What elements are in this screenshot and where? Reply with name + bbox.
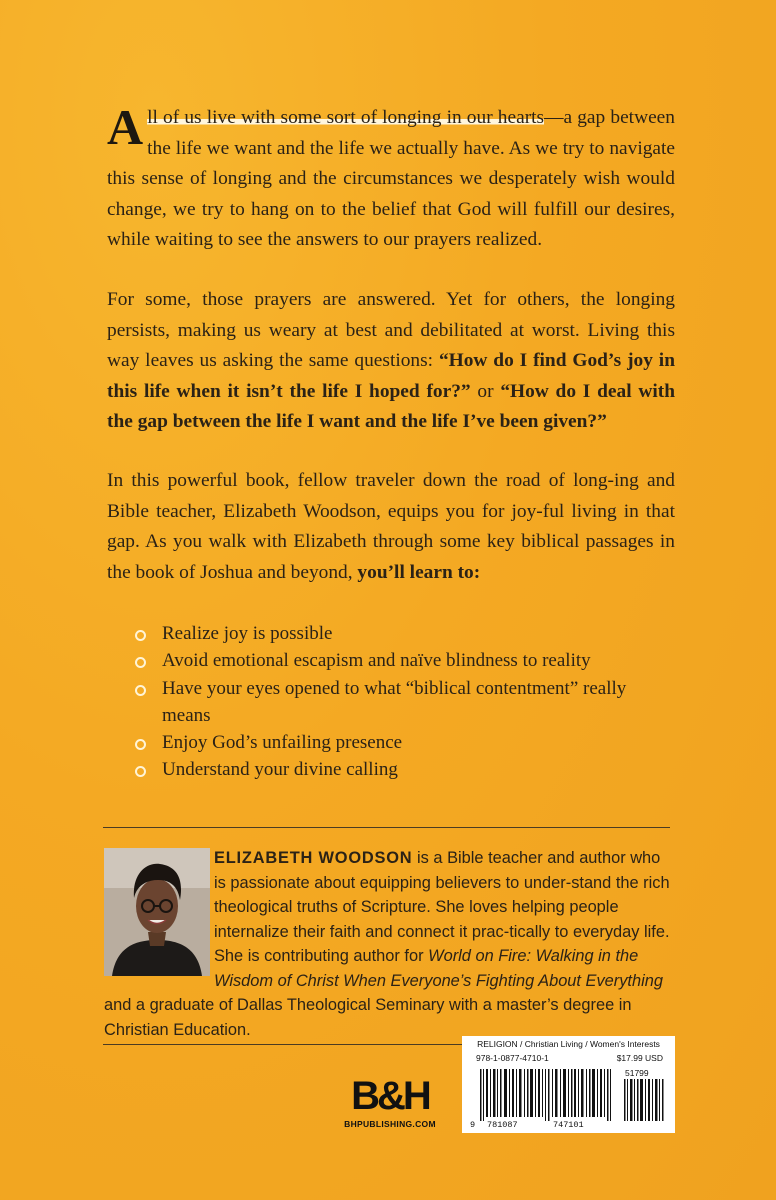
list-item-text: Realize joy is possible	[162, 623, 333, 644]
author-bio-text-a: is a Bible teacher and author who is passionate about equipping believers to under-stand the rich theological truths of Scripture. She loves helping people internalize their faith and connect it prac-tically to everyday life. She is contributing author for	[214, 849, 670, 965]
publisher-logo	[335, 1076, 445, 1129]
bullet-icon	[135, 630, 146, 641]
bullet-icon	[135, 739, 146, 750]
list-item	[135, 675, 675, 730]
intro-highlight: ll of us live with some sort of longing in our hearts	[147, 107, 545, 128]
questions-paragraph	[107, 285, 675, 438]
barcode-label	[462, 1036, 675, 1133]
intro-paragraph	[107, 99, 675, 256]
list-item	[135, 647, 675, 674]
author-bio	[104, 846, 674, 1042]
benefits-list	[135, 620, 675, 784]
list-item	[135, 620, 675, 647]
barcode-price: $17.99 USD	[616, 1053, 663, 1063]
book-paragraph	[107, 466, 675, 588]
author-bio-text-b: and a graduate of Dallas Theological Seminary with a master’s degree in Christian Education.	[104, 996, 632, 1039]
author-book-title: World on Fire: Walking in the Wisdom of Christ When Everyone’s Fighting About Everything	[214, 947, 663, 990]
barcode-isbn: 978-1-0877-4710-1	[476, 1053, 549, 1063]
learn-lead: you’ll learn to:	[357, 561, 481, 583]
list-item	[135, 756, 675, 783]
barcode-category: RELIGION / Christian Living / Women's Interests	[477, 1039, 660, 1049]
book-text: In this powerful book, fellow traveler down the road of long-ing and Bible teacher, Elizabeth Woodson, equips you for joy-ful living in that gap. As you walk with Elizabeth through some key biblical passages in the book of Joshua and beyond,	[107, 470, 675, 583]
author-name: ELIZABETH WOODSON	[214, 849, 413, 867]
list-item	[135, 729, 675, 756]
drop-cap: A	[107, 99, 144, 155]
list-item-text: Avoid emotional escapism and naïve blindness to reality	[162, 650, 591, 672]
question-one: “How do I find God’s joy in this life when it isn’t the life I hoped for?”	[107, 350, 675, 402]
list-item-text: Have your eyes opened to what “biblical contentment” really means	[162, 677, 627, 726]
questions-text-b: or	[470, 380, 501, 402]
questions-text-a: For some, those prayers are answered. Yet for others, the longing persists, making us weary at best and debilitated at worst. Living this way leaves us asking the same questions:	[107, 289, 675, 371]
bullet-icon	[135, 766, 146, 777]
barcode-num-group1: 781087	[487, 1120, 518, 1130]
barcode-num-group2: 747101	[553, 1120, 584, 1130]
list-item-text: Enjoy God’s unfailing presence	[162, 732, 403, 754]
divider-top	[103, 827, 670, 828]
publisher-url: BHPUBLISHING.COM	[344, 1119, 436, 1129]
barcode-addon-number: 51799	[625, 1068, 649, 1078]
bullet-icon	[135, 657, 146, 668]
barcode-icon	[476, 1069, 666, 1121]
bh-logo-icon: B&H	[351, 1074, 429, 1118]
bullet-icon	[135, 685, 146, 696]
barcode-num-lead: 9	[470, 1120, 476, 1130]
list-item-text: Understand your divine calling	[162, 759, 398, 781]
question-two: “How do I deal with the gap between the life I want and the life I’ve been given?”	[107, 380, 675, 432]
intro-text: —a gap between the life we want and the life we actually have. As we try to navigate this sense of longing and the circumstances we desperately wish would change, we try to hang on to the belief that God will fulfill our desires, while waiting to see the answers to our prayers realized.	[107, 107, 675, 250]
